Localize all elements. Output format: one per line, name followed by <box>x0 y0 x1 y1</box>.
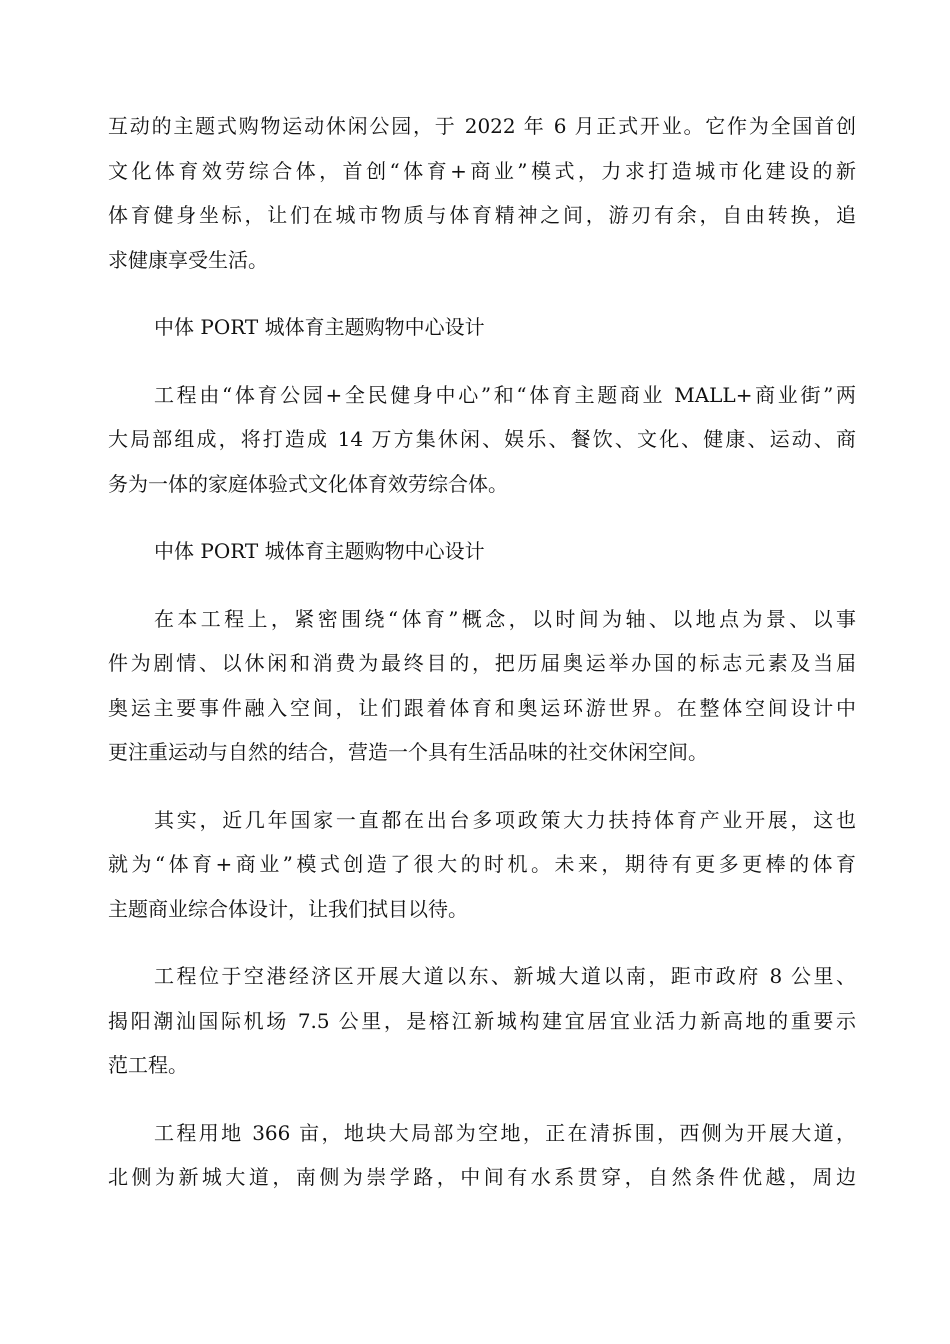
text-line: 工程由“体育公园+全民健身中心”和“体育主题商业 MALL+商业街”两 <box>154 382 856 407</box>
text-line: 体育健身坐标，让们在城市物质与体育精神之间，游刃有余，自由转换，追 <box>108 203 856 227</box>
text-line: 互动的主题式购物运动休闲公园，于 2022 年 6 月正式开业。它作为全国首创 <box>108 114 856 138</box>
text-line: 工程用地 366 亩，地块大局部为空地，正在清拆围，西侧为开展大道， <box>154 1120 856 1145</box>
text-line: 主题商业综合体设计，让我们拭目以待。 <box>108 896 468 921</box>
section-heading <box>108 529 856 574</box>
body-paragraph <box>108 597 856 775</box>
document-page <box>108 104 856 1223</box>
text-line: 奥运主要事件融入空间，让们跟着体育和奥运环游世界。在整体空间设计中 <box>108 695 856 720</box>
text-line: 其实，近几年国家一直都在出台多项政策大力扶持体育产业开展，这也 <box>154 807 856 832</box>
text-line: 就为“体育+商业”模式创造了很大的时机。未来，期待有更多更棒的体育 <box>108 852 856 876</box>
text-line: 揭阳潮汕国际机场 7.5 公里，是榕江新城构建宜居宜业活力新高地的重要示 <box>108 1008 856 1033</box>
text-line: 工程位于空港经济区开展大道以东、新城大道以南，距市政府 8 公里、 <box>154 964 856 988</box>
text-line: 务为一体的家庭体验式文化体育效劳综合体。 <box>108 471 508 496</box>
text-line: 大局部组成，将打造成 14 万方集休闲、娱乐、餐饮、文化、健康、运动、商 <box>108 427 856 451</box>
text-line: 求健康享受生活。 <box>108 247 268 272</box>
body-paragraph <box>108 1111 856 1200</box>
text-line: 范工程。 <box>108 1053 188 1077</box>
body-paragraph <box>108 104 856 282</box>
text-line: 北侧为新城大道，南侧为崇学路，中间有水系贯穿，自然条件优越，周边 <box>108 1165 856 1189</box>
text-line: 文化体育效劳综合体，首创“体育+商业”模式，力求打造城市化建设的新 <box>108 158 856 183</box>
body-paragraph <box>108 373 856 507</box>
text-line: 件为剧情、以休闲和消费为最终目的，把历届奥运举办国的标志元素及当届 <box>108 651 856 675</box>
text-line: 中体 PORT 城体育主题购物中心设计 <box>154 539 485 563</box>
text-line: 中体 PORT 城体育主题购物中心设计 <box>154 315 485 339</box>
text-line: 在本工程上，紧密围绕“体育”概念，以时间为轴、以地点为景、以事 <box>154 606 856 631</box>
body-paragraph <box>108 798 856 932</box>
text-line: 更注重运动与自然的结合，营造一个具有生活品味的社交休闲空间。 <box>108 740 708 764</box>
section-heading <box>108 305 856 350</box>
body-paragraph <box>108 954 856 1088</box>
